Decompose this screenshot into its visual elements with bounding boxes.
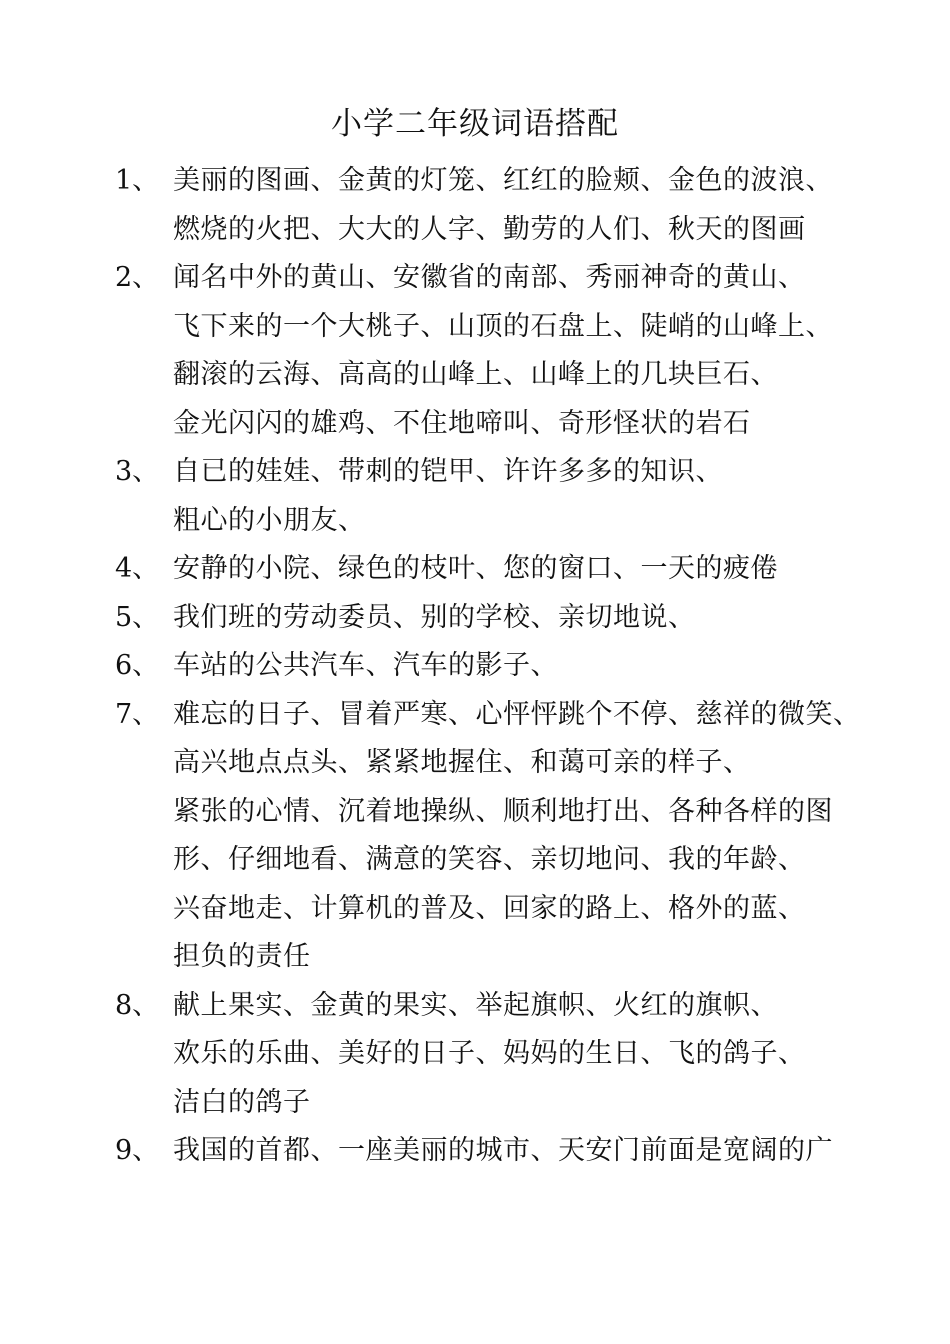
item-line: 高兴地点点头、紧紧地握住、和蔼可亲的样子、 bbox=[173, 747, 751, 778]
item-line: 美丽的图画、金黄的灯笼、红红的脸颊、金色的波浪、 bbox=[173, 165, 833, 196]
list-item bbox=[0, 642, 950, 691]
item-line: 自已的娃娃、带刺的铠甲、许许多多的知识、 bbox=[173, 456, 723, 487]
item-line: 紧张的心情、沉着地操纵、顺利地打出、各种各样的图 bbox=[173, 795, 833, 827]
list-item bbox=[0, 594, 950, 643]
word-list bbox=[0, 157, 950, 1176]
document-title: 小学二年级词语搭配 bbox=[331, 106, 619, 142]
item-line: 我国的首都、一座美丽的城市、天安门前面是宽阔的广 bbox=[173, 1135, 833, 1166]
list-item bbox=[0, 1127, 950, 1176]
item-line: 洁白的鸽子 bbox=[173, 1086, 311, 1118]
item-number: 2、 bbox=[115, 262, 160, 293]
item-line: 金光闪闪的雄鸡、不住地啼叫、奇形怪状的岩石 bbox=[173, 407, 751, 439]
item-line: 粗心的小朋友、 bbox=[173, 504, 366, 536]
item-line: 形、仔细地看、满意的笑容、亲切地问、我的年龄、 bbox=[173, 844, 806, 875]
item-line: 安静的小院、绿色的枝叶、您的窗口、一天的疲倦 bbox=[173, 553, 778, 584]
item-number: 3、 bbox=[115, 456, 160, 487]
item-line: 我们班的劳动委员、别的学校、亲切地说、 bbox=[173, 601, 696, 633]
item-line: 担负的责任 bbox=[173, 941, 311, 972]
item-number: 8、 bbox=[115, 989, 160, 1021]
item-line: 难忘的日子、冒着严寒、心怦怦跳个不停、慈祥的微笑、 bbox=[173, 698, 861, 730]
item-line: 飞下来的一个大桃子、山顶的石盘上、陡峭的山峰上、 bbox=[173, 310, 833, 342]
item-line: 欢乐的乐曲、美好的日子、妈妈的生日、飞的鸽子、 bbox=[173, 1038, 806, 1069]
list-item bbox=[0, 982, 950, 1128]
item-line: 车站的公共汽车、汽车的影子、 bbox=[173, 650, 558, 681]
item-line: 翻滚的云海、高高的山峰上、山峰上的几块巨石、 bbox=[173, 359, 778, 390]
list-item bbox=[0, 691, 950, 982]
item-line: 献上果实、金黄的果实、举起旗帜、火红的旗帜、 bbox=[173, 989, 778, 1021]
item-number: 1、 bbox=[115, 165, 160, 196]
list-item bbox=[0, 254, 950, 448]
item-number: 7、 bbox=[115, 698, 160, 730]
item-number: 4、 bbox=[115, 553, 160, 584]
item-line: 兴奋地走、计算机的普及、回家的路上、格外的蓝、 bbox=[173, 892, 806, 924]
list-item bbox=[0, 448, 950, 545]
item-line: 闻名中外的黄山、安徽省的南部、秀丽神奇的黄山、 bbox=[173, 262, 806, 293]
item-number: 6、 bbox=[115, 650, 160, 681]
list-item bbox=[0, 545, 950, 594]
item-number: 5、 bbox=[115, 601, 160, 633]
item-number: 9、 bbox=[115, 1135, 160, 1166]
item-line: 燃烧的火把、大大的人字、勤劳的人们、秋天的图画 bbox=[173, 213, 806, 245]
list-item bbox=[0, 157, 950, 254]
